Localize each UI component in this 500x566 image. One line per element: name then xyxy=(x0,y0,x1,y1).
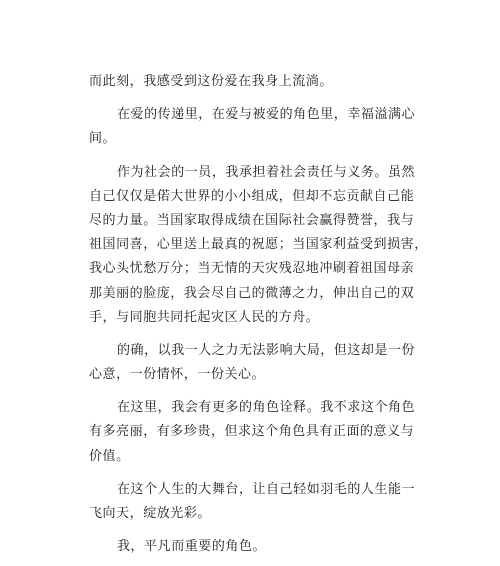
paragraph-5 xyxy=(89,396,415,469)
text-line: 而此刻，我感受到这份爱在我身上流淌。 xyxy=(89,74,333,89)
paragraph-6 xyxy=(89,478,415,526)
text-line: 的确，以我一人之力无法影响大局，但这却是一份 xyxy=(117,342,416,358)
paragraph-4 xyxy=(89,339,415,387)
paragraph-1 xyxy=(89,70,415,94)
text-line: 祖国同喜，心里送上最真的祝愿；当国家利益受到损害， xyxy=(89,237,428,253)
paragraph-2 xyxy=(89,103,415,151)
text-line: 有多亮丽，有多珍贵，但求这个角色具有正面的意义与 xyxy=(89,424,415,440)
text-line: 我，平凡而重要的角色。 xyxy=(117,539,267,555)
text-line: 在这里，我会有更多的角色诠释。我不求这个角色 xyxy=(117,400,416,416)
paragraph-3 xyxy=(89,161,428,330)
text-line: 价值。 xyxy=(89,448,130,464)
text-line: 手，与同胞共同托起灾区人民的方舟。 xyxy=(89,309,320,325)
paragraph-7 xyxy=(89,535,415,559)
text-line: 那美丽的脸庞，我会尽自己的微薄之力，伸出自己的双 xyxy=(89,285,415,301)
text-line: 飞向天，绽放光彩。 xyxy=(89,506,211,521)
text-line: 在这个人生的大舞台，让自己轻如羽毛的人生能一 xyxy=(117,481,416,497)
text-line: 自己仅仅是偌大世界的小小组成，但却不忘贡献自己能 xyxy=(89,188,415,204)
text-line: 尽的力量。当国家取得成绩在国际社会赢得赞誉，我与 xyxy=(89,212,415,228)
text-line: 我心头忧愁万分；当无情的天灾残忍地冲刷着祖国母亲 xyxy=(89,261,415,277)
text-line: 作为社会的一员，我承担着社会责任与义务。虽然 xyxy=(117,164,416,180)
text-line: 心意，一份情怀，一份关心。 xyxy=(89,367,266,383)
text-line: 间。 xyxy=(89,131,117,147)
text-line: 在爱的传递里，在爱与被爱的角色里，幸福溢满心 xyxy=(117,107,416,123)
document-body xyxy=(89,70,428,559)
